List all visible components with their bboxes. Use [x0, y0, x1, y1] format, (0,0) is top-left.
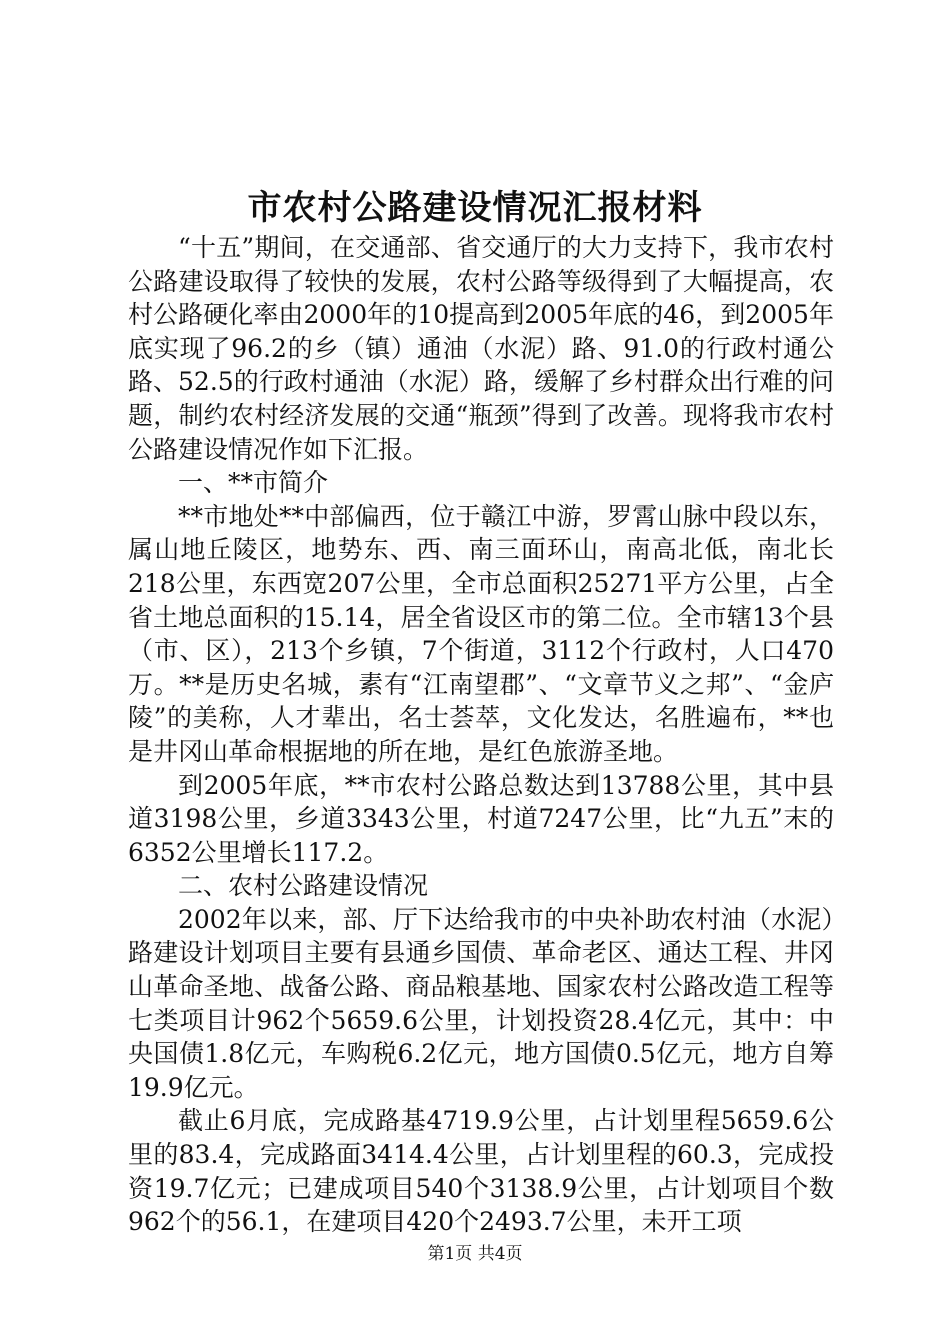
section-heading-2: 二、农村公路建设情况: [178, 871, 429, 901]
paragraph-city-overview: **市地处**中部偏西，位于赣江中游，罗霄山脉中段以东，属山地丘陵区，地势东、西、南三面环山，南高北低，南北长218公里，东西宽207公里，全市总面积25271平方公里，占全省土地总面积的15.14，居全省设区市的第二位。全市辖13个县（市、区），213个乡镇，7个街道，3112个行政村，人口470万。**是历史名城，素有“江南望郡”、“文章节义之邦”、“金庐陵”的美称，人才辈出，名士荟萃，文化发达，名胜遍布，**也是井冈山革命根据地的所在地，是红色旅游圣地。: [128, 501, 834, 766]
paragraph-intro: “十五”期间，在交通部、省交通厅的大力支持下，我市农村公路建设取得了较快的发展，农村公路等级得到了大幅提高，农村公路硬化率由2000年的10提高到2005年底的46，到2005年底实现了96.2的乡（镇）通油（水泥）路、91.0的行政村通公路、52.5的行政村通油（水泥）路，缓解了乡村群众出行难的问题，制约农村经济发展的交通“瓶颈”得到了改善。现将我市农村公路建设情况作如下汇报。: [128, 233, 834, 464]
paragraph-progress: 截止6月底，完成路基4719.9公里，占计划里程5659.6公里的83.4，完成路面3414.4公里，占计划里程的60.3，完成投资19.7亿元；已建成项目540个3138.9公里，占计划项目个数962个的56.1，在建项目420个2493.7公里，未开工项: [128, 1106, 834, 1237]
paragraph-road-totals: 到2005年底，**市农村公路总数达到13788公里，其中县道3198公里，乡道3343公里，村道7247公里，比“九五”末的6352公里增长117.2。: [128, 770, 834, 867]
document-body: [128, 231, 834, 1239]
document-title: 市农村公路建设情况汇报材料: [247, 188, 703, 228]
paragraph-construction-plan: 2002年以来，部、厅下达给我市的中央补助农村油（水泥）路建设计划项目主要有县通乡国债、革命老区、通达工程、井冈山革命圣地、战备公路、商品粮基地、国家农村公路改造工程等七类项目计962个5659.6公里，计划投资28.4亿元，其中：中央国债1.8亿元，车购税6.2亿元，地方国债0.5亿元，地方自筹19.9亿元。: [128, 904, 834, 1102]
section-heading-1: 一、**市简介: [178, 468, 329, 498]
page-footer: 第1页 共4页: [427, 1244, 523, 1264]
